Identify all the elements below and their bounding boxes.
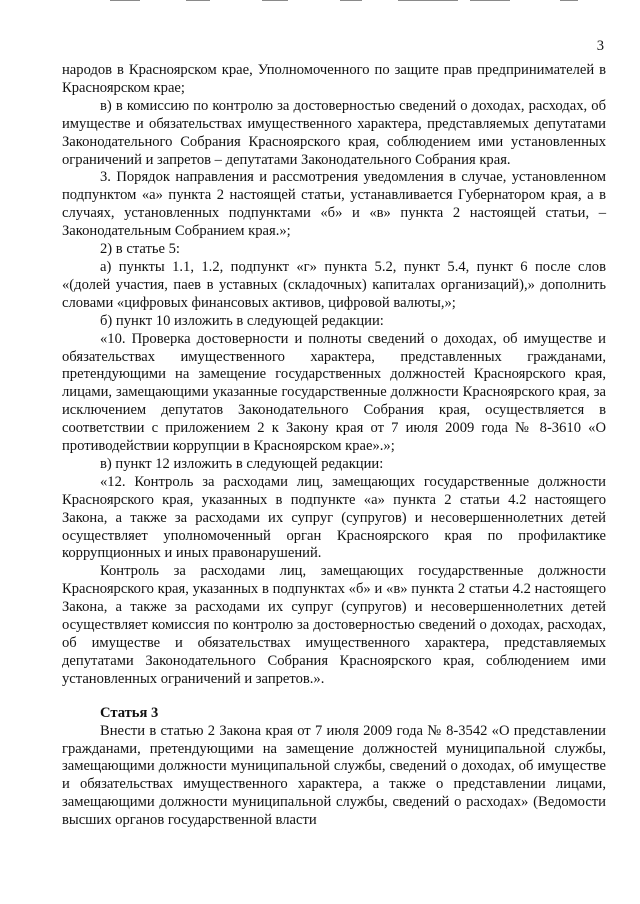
paragraph-article-3-text: Внести в статью 2 Закона края от 7 июля 2009 года № 8-3542 «О представлении гражданами, претендующими на замещение должностей муниципальной службы, замещающими должности муниципальной службы, сведений о доходах, об имуществе и обязательствах имущественного характера, а также о представлении лицами, замещающими должности муниципальной службы, сведений о расходах» (Ведомости высших органов государственной власти xyxy=(62,722,606,829)
paragraph-subitem-v: в) пункт 12 изложить в следующей редакции: xyxy=(100,455,384,472)
paragraph-control-expenses: Контроль за расходами лиц, замещающих государственные должности Красноярского края, указанных в подпунктах «б» и «в» пункта 2 статьи 4.2 настоящего Закона, а также за расходами их супруг (супругов) и несовершеннолетних детей осуществляет комиссия по контролю за достоверностью сведений о доходах, расходах, об имуществе и обязательствах имущественного характера, представляемых депутатами Законодательного Собрания Красноярского края, соблюдением ими установленных ограничений и запретов.». xyxy=(62,563,606,687)
paragraph-point-10: «10. Проверка достоверности и полноты сведений о доходах, об имуществе и обязательствах имущественного характера, представленных гражданами, претендующими на замещение государственных должностей Красноярского края, лицами, замещающими указанные государственные должности Красноярского края, за исключением депутатов Законодательного Собрания края, осуществляется в соответствии с приложением 2 к Закону края от 7 июля 2009 года № 8-3610 «О противодействии коррупции в Красноярском крае».»; xyxy=(62,330,606,455)
paragraph-article-5: 2) в статье 5: xyxy=(100,241,180,258)
paragraph-continuation: народов в Красноярском крае, Уполномоченного по защите прав предпринимателей в Красноярском крае; xyxy=(62,62,606,96)
paragraph-subitem-b: б) пункт 10 изложить в следующей редакции: xyxy=(100,312,384,329)
page-number: 3 xyxy=(596,38,604,54)
top-scan-marks xyxy=(0,0,640,10)
paragraph-item-3-procedure: 3. Порядок направления и рассмотрения уведомления в случае, установленном подпунктом «а» пункта 2 настоящей статьи, устанавливается Губернатором края, а в случаях, установленных подпунктами «б» и «в» пункта 2 настоящей статьи, – Законодательным Собранием края.»; xyxy=(62,169,606,240)
paragraph-item-v-commission: в) в комиссию по контролю за достоверностью сведений о доходах, расходах, об имуществе и обязательствах имущественного характера, представляемых депутатами Законодательного Собрания Красноярского края, соблюдением ими установленных ограничений и запретов – депутатами Законодательного Собрания края. xyxy=(62,97,606,168)
document-body xyxy=(62,62,606,830)
paragraph-point-12: «12. Контроль за расходами лиц, замещающих государственные должности Красноярского края, указанных в подпункте «а» пункта 2 статьи 4.2 настоящего Закона, а также за расходами их супруг (супругов) и несовершеннолетних детей осуществляет уполномоченный орган Красноярского края по профилактике коррупционных и иных правонарушений. xyxy=(62,473,606,562)
section-gap xyxy=(62,689,606,705)
paragraph-subitem-a: а) пункты 1.1, 1.2, подпункт «г» пункта 5.2, пункт 5.4, пункт 6 после слов «(долей участия, паев в уставных (складочных) капиталах организаций),» дополнить словами «цифровых финансовых активов, цифровой валюты,»; xyxy=(62,258,606,311)
article-3-heading: Статья 3 xyxy=(100,704,159,721)
